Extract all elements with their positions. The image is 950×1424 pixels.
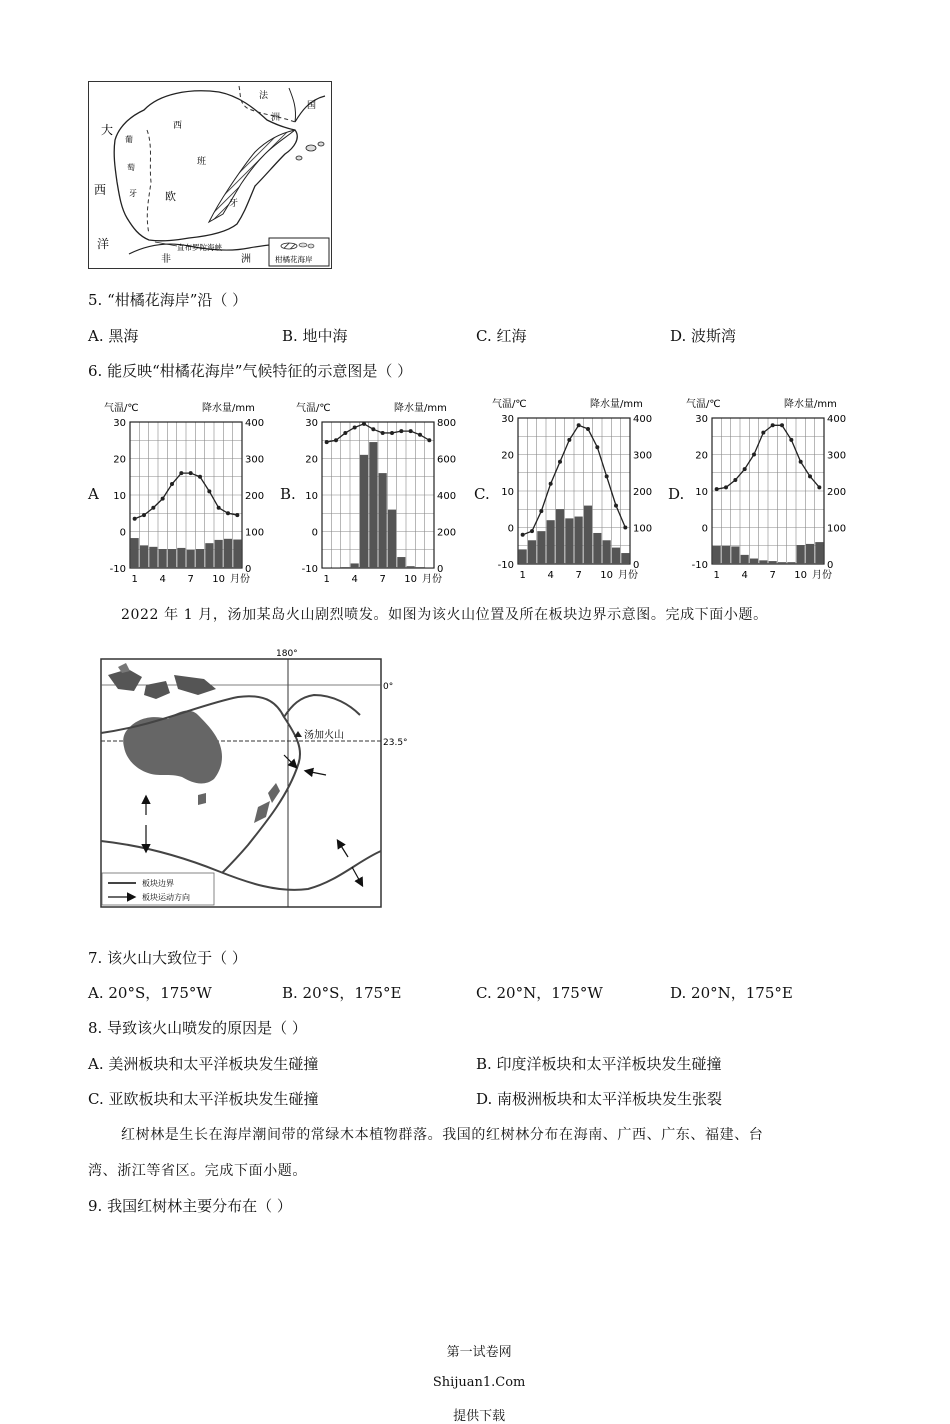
question-8-option-d[interactable]: D. 南极洲板块和太平洋板块发生张裂 [476,1089,722,1109]
precip-tick-label: 100 [827,524,846,535]
question-6-option-a-letter[interactable]: A [88,484,99,504]
temp-tick-label: 10 [695,487,708,498]
question-6-stem: 6. 能反映“柑橘花海岸”气候特征的示意图是（ ） [88,361,412,381]
temp-tick-label: 0 [312,528,318,539]
precip-bar [177,548,185,568]
legend-boundary-label: 板块边界 [142,878,174,888]
temperature-point [586,427,590,431]
precip-tick-label: 400 [437,491,456,502]
tonga-map [98,645,388,911]
temperature-point [733,478,737,482]
temperature-point [198,475,202,479]
temperature-point [605,474,609,478]
passage-mangrove-line-2: 湾、浙江等省区。完成下面小题。 [88,1161,307,1181]
precip-bar [769,561,777,564]
precip-axis-title: 降水量/mm [590,397,643,410]
temp-tick-label: 0 [508,524,514,535]
map1-spain-label-1: 西 [173,120,182,131]
temperature-point [521,533,525,537]
question-5-option-d[interactable]: D. 波斯湾 [670,326,736,346]
temperature-point [743,467,747,471]
temperature-point [549,482,553,486]
temp-tick-label: 20 [113,455,126,466]
month-tick-label: 10 [794,570,807,581]
month-tick-label: 4 [351,574,357,585]
map1-portugal-label-2: 萄 [127,162,135,172]
precip-tick-label: 200 [633,487,652,498]
precip-bar [565,518,573,564]
question-5-option-a[interactable]: A. 黑海 [88,326,138,346]
precip-axis-title: 降水量/mm [202,401,255,414]
map1-legend-label: 柑橘花海岸 [275,254,313,264]
temp-tick-label: 20 [695,451,708,462]
precip-bar [379,473,387,568]
precip-bar [612,548,620,564]
month-tick-label: 7 [769,570,775,581]
precip-tick-label: 0 [245,564,251,575]
temperature-point [752,453,756,457]
map1-ocean-label-1: 大 [101,122,113,137]
legend-motion-label: 板块运动方向 [142,892,190,902]
month-tick-label: 7 [187,574,193,585]
precip-bar [159,549,167,568]
month-tick-label: 7 [379,574,385,585]
precip-tick-label: 300 [633,451,652,462]
precip-bar [778,562,786,564]
temperature-point [133,517,137,521]
precip-axis-title: 降水量/mm [394,401,447,414]
precip-bar [196,549,204,568]
precip-tick-label: 0 [437,564,443,575]
question-7-option-b[interactable]: B. 20°S，175°E [282,983,402,1003]
temp-tick-label: 0 [702,524,708,535]
temperature-point [362,422,366,426]
precip-bar [759,560,767,564]
precip-tick-label: 300 [827,451,846,462]
temperature-point [179,471,183,475]
question-6-option-b-letter[interactable]: B. [280,484,296,504]
question-6-option-c-letter[interactable]: C. [474,484,490,504]
month-tick-label: 4 [547,570,553,581]
precip-bar [797,545,805,564]
temperature-point [623,526,627,530]
iberia-map [88,81,332,269]
map1-portugal-label-3: 牙 [129,189,137,198]
temp-axis-title: 气温/℃ [686,398,721,410]
precip-bar [233,540,241,568]
map1-strait-label: 直布罗陀海峡 [177,242,222,252]
month-tick-label: 1 [131,574,137,585]
month-tick-label: 10 [212,574,225,585]
temperature-point [558,460,562,464]
map1-africa-label-2: 洲 [241,252,251,265]
temperature-point [595,445,599,449]
precip-bar [815,542,823,564]
precip-tick-label: 100 [245,528,264,539]
precip-bar [332,567,340,568]
month-tick-label: 1 [323,574,329,585]
temperature-point [409,429,413,433]
precip-bar [787,562,795,564]
temp-tick-label: 10 [305,491,318,502]
month-tick-label: 1 [519,570,525,581]
temperature-point [799,460,803,464]
question-5-option-c[interactable]: C. 红海 [476,326,526,346]
question-6-option-d-letter[interactable]: D. [668,484,684,504]
temp-tick-label: 20 [305,455,318,466]
footer-note: 提供下载 [453,1409,505,1424]
question-8-stem: 8. 导致该火山喷发的原因是（ ） [88,1018,307,1038]
map1-france-label-1: 法 [259,89,269,101]
page-footer [0,1326,950,1424]
month-tick-label: 7 [575,570,581,581]
temp-tick-label: 0 [120,528,126,539]
temperature-point [771,423,775,427]
precip-tick-label: 100 [633,524,652,535]
question-8-option-c[interactable]: C. 亚欧板块和太平洋板块发生碰撞 [88,1089,318,1109]
precip-bar [741,555,749,564]
temperature-point [761,431,765,435]
question-8-option-b[interactable]: B. 印度洋板块和太平洋板块发生碰撞 [476,1054,722,1074]
month-axis-title: 月份 [812,569,832,581]
map1-france-label-2: 洲 [271,111,280,123]
precip-tick-label: 200 [245,491,264,502]
precip-tick-label: 600 [437,455,456,466]
map1-france-label-3: 国 [307,100,316,111]
temp-tick-label: 30 [501,414,514,425]
precip-bar [593,533,601,564]
temperature-point [715,487,719,491]
question-7-stem: 7. 该火山大致位于（ ） [88,948,247,968]
precip-bar [215,540,223,568]
temp-tick-label: -10 [498,560,514,571]
precip-bar [140,545,148,568]
question-5-stem: 5. “柑橘花海岸”沿（ ） [88,290,247,310]
temp-axis-title: 气温/℃ [296,402,331,414]
map1-africa-label-1: 非 [161,252,171,265]
question-7-option-d[interactable]: D. 20°N，175°E [670,983,793,1003]
temperature-point [530,529,534,533]
month-tick-label: 4 [741,570,747,581]
iberia-map-svg [89,82,331,268]
precip-bar [722,546,730,564]
temperature-point [207,489,211,493]
month-tick-label: 10 [404,574,417,585]
precip-bar [168,549,176,568]
temp-tick-label: -10 [110,564,126,575]
precip-bar [750,559,758,564]
question-7-option-c[interactable]: C. 20°N，175°W [476,983,603,1003]
precip-bar [713,546,721,564]
month-tick-label: 10 [600,570,613,581]
climate-chart-b [296,396,466,588]
temperature-point [780,423,784,427]
temp-tick-label: -10 [692,560,708,571]
temperature-point [418,433,422,437]
temperature-point [614,504,618,508]
precip-tick-label: 200 [827,487,846,498]
precip-bar [388,510,396,568]
temperature-point [325,440,329,444]
map1-portugal-label-1: 葡 [125,134,133,144]
map1-ocean-label-3: 洋 [97,237,109,251]
passage-mangrove-line-1: 红树林是生长在海岸潮间带的常绿木本植物群落。我国的红树林分布在海南、广西、广东、福建、台 [121,1125,763,1145]
temperature-point [817,485,821,489]
precip-bar [556,509,564,564]
precip-tick-label: 0 [633,560,639,571]
precip-tick-label: 300 [245,455,264,466]
footer-site[interactable]: 第一试卷网 [447,1345,512,1360]
question-7-option-a[interactable]: A. 20°S，175°W [88,983,212,1003]
precip-bar [519,549,527,564]
temp-tick-label: 10 [113,491,126,502]
temperature-point [226,511,230,515]
temperature-point [724,485,728,489]
temperature-point [808,474,812,478]
precip-tick-label: 400 [245,418,264,429]
precip-bar [397,557,405,568]
precip-bar [547,520,555,564]
temperature-point [789,438,793,442]
climate-chart-c [492,392,662,584]
temp-tick-label: 20 [501,451,514,462]
precip-bar [584,506,592,564]
lon-180-label: 180° [276,649,298,659]
question-8-option-a[interactable]: A. 美洲板块和太平洋板块发生碰撞 [88,1054,318,1074]
equator-label: 0° [383,682,393,692]
passage-tonga: 2022 年 1 月，汤加某岛火山剧烈喷发。如图为该火山位置及所在板块边界示意图。完成下面小题。 [121,605,768,625]
temp-axis-title: 气温/℃ [492,398,527,410]
precip-tick-label: 0 [827,560,833,571]
temperature-point [399,429,403,433]
temp-axis-title: 气温/℃ [104,402,139,414]
precip-bar [537,531,545,564]
precip-bar [224,539,232,568]
map1-europe-label: 欧 [165,189,176,203]
precip-axis-title: 降水量/mm [784,397,837,410]
climate-chart-d [686,392,856,584]
map1-spain-label-3: 牙 [229,198,238,209]
precip-bar [205,543,213,568]
temperature-point [371,427,375,431]
volcano-label: 汤加火山 [304,728,344,741]
temperature-point [577,423,581,427]
temp-tick-label: 10 [501,487,514,498]
temperature-point [334,438,338,442]
map1-ocean-label-2: 西 [94,183,106,197]
climate-chart-a [104,396,274,588]
map1-spain-label-2: 班 [197,155,206,167]
precip-bar [407,566,415,568]
temperature-point [567,438,571,442]
month-axis-title: 月份 [618,569,638,581]
precip-bar [806,544,814,564]
temperature-point [170,482,174,486]
month-axis-title: 月份 [230,573,250,585]
precip-bar [131,538,139,568]
temp-tick-label: 30 [695,414,708,425]
temperature-point [142,513,146,517]
question-9-stem: 9. 我国红树林主要分布在（ ） [88,1196,292,1216]
temperature-point [390,431,394,435]
precip-bar [416,567,424,568]
precip-bar [621,553,629,564]
precip-bar [731,546,739,564]
temperature-point [353,425,357,429]
precip-tick-label: 800 [437,418,456,429]
temperature-point [217,506,221,510]
precip-bar [351,563,359,568]
tropic-label: 23.5° [383,738,408,748]
temperature-point [427,438,431,442]
footer-url[interactable]: Shijuan1.Com [433,1375,525,1390]
temp-tick-label: 30 [305,418,318,429]
precip-bar [603,540,611,564]
month-axis-title: 月份 [422,573,442,585]
precip-bar [369,442,377,568]
tonga-map-svg [98,645,388,911]
precip-tick-label: 200 [437,528,456,539]
temperature-point [381,431,385,435]
temperature-point [539,509,543,513]
precip-bar [341,567,349,568]
temp-tick-label: 30 [113,418,126,429]
month-tick-label: 4 [159,574,165,585]
temp-tick-label: -10 [302,564,318,575]
temperature-point [161,497,165,501]
month-tick-label: 1 [713,570,719,581]
temperature-point [151,506,155,510]
precip-bar [187,550,195,568]
precip-bar [575,517,583,564]
temperature-point [235,513,239,517]
precip-tick-label: 400 [827,414,846,425]
temperature-point [189,471,193,475]
temperature-point [343,431,347,435]
precip-bar [149,547,157,568]
precip-tick-label: 400 [633,414,652,425]
precip-bar [360,455,368,568]
precip-bar [528,540,536,564]
question-5-option-b[interactable]: B. 地中海 [282,326,348,346]
